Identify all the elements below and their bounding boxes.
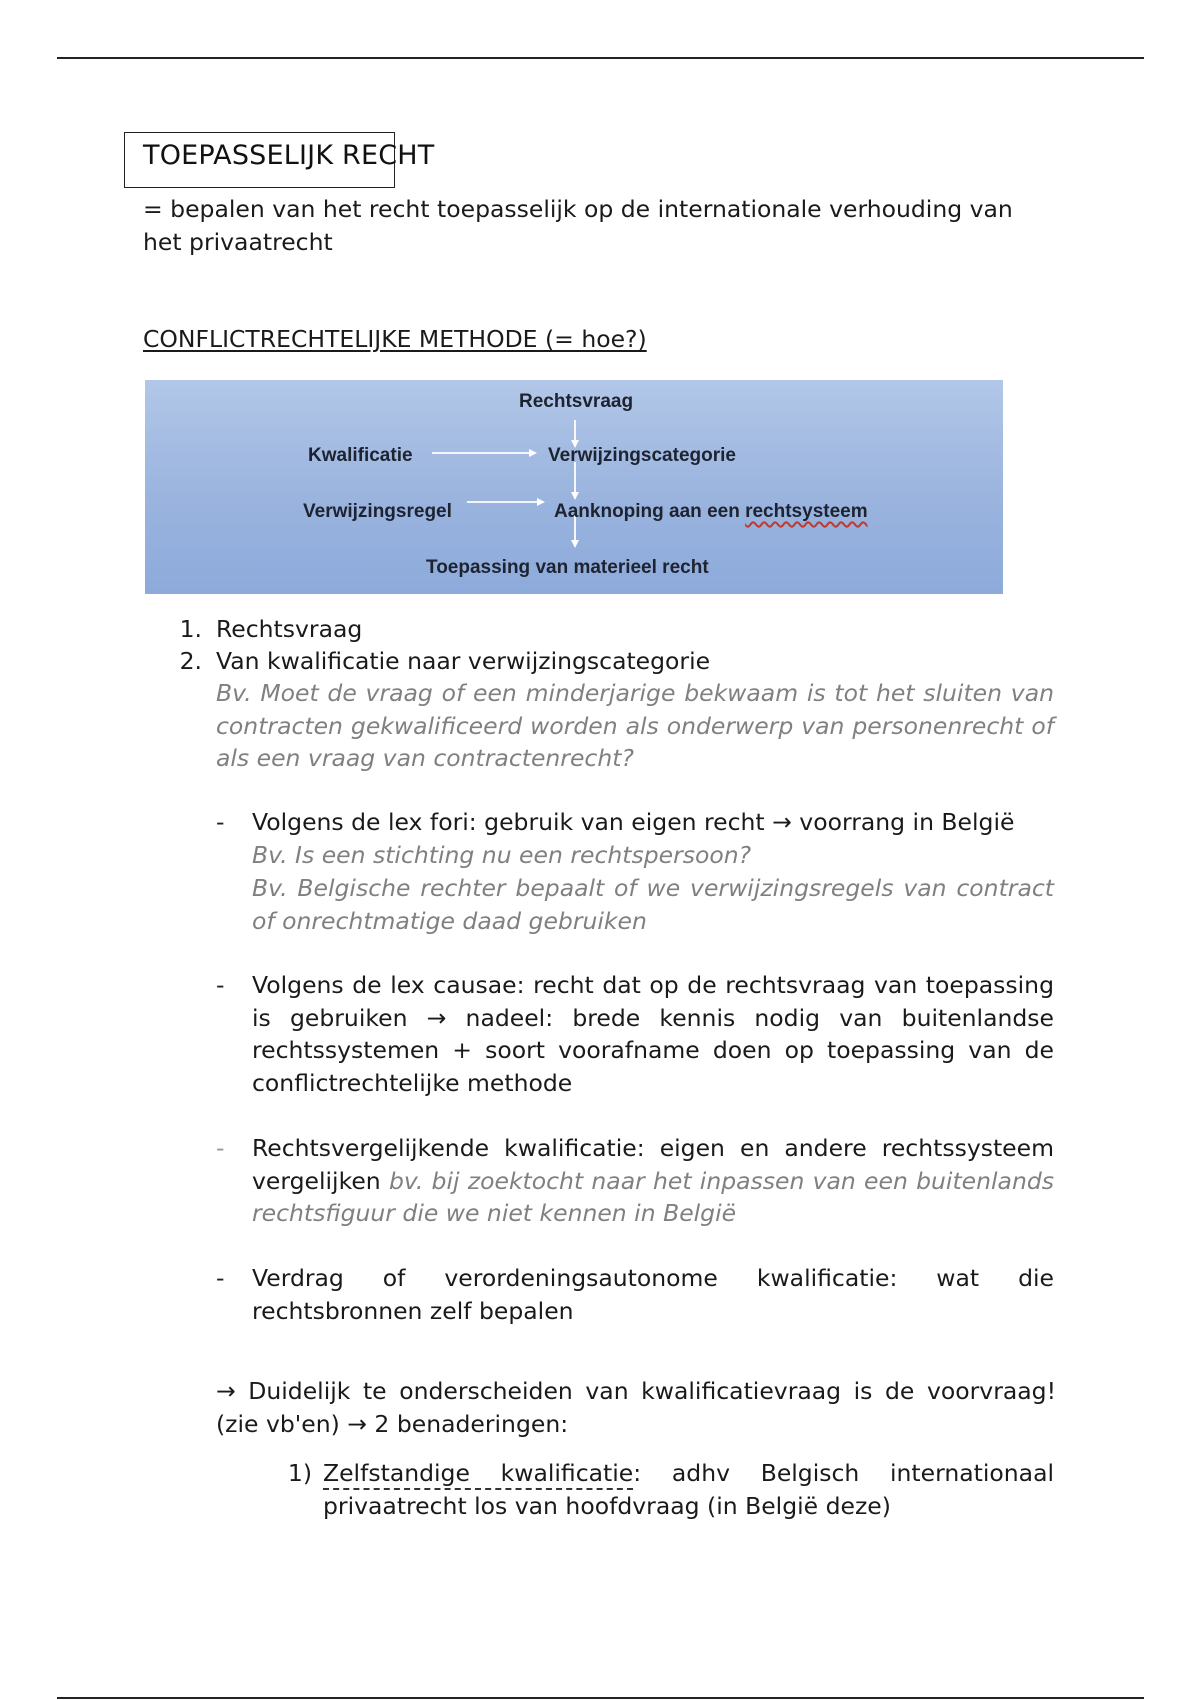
bullet-dash: - bbox=[216, 971, 225, 999]
diagram-kwalificatie: Kwalificatie bbox=[308, 445, 413, 466]
diagram-aanknoping-word: rechtsysteem bbox=[745, 501, 868, 522]
sublist-number: 1) bbox=[287, 1459, 312, 1487]
example-minderjarige: Bv. Moet de vraag of een minderjarige bekwaam is tot het sluiten van contracten gekwalificeerd worden als onderwerp van personenrecht of als een vraag van contractenrecht? bbox=[216, 679, 1054, 772]
section-heading: CONFLICTRECHTELIJKE METHODE (= hoe?) bbox=[143, 325, 647, 353]
bullet-verdrag: Verdrag of verordeningsautonome kwalificatie: wat die rechtsbronnen zelf bepalen bbox=[252, 1264, 1054, 1325]
method-diagram bbox=[145, 380, 1003, 594]
bullet-rechtsvergelijkend-text: Rechtsvergelijkende kwalificatie: eigen en andere rechtssysteem vergelijken bbox=[252, 1134, 1054, 1195]
diagram-toepassing: Toepassing van materieel recht bbox=[426, 557, 709, 578]
diagram-aanknoping bbox=[554, 501, 868, 523]
diagram-rechtsvraag: Rechtsvraag bbox=[519, 391, 634, 412]
page-title: TOEPASSELIJK RECHT bbox=[143, 140, 435, 171]
bullet-lex-fori: Volgens de lex fori: gebruik van eigen recht → voorrang in België bbox=[252, 808, 1015, 836]
diagram-aanknoping-prefix: Aanknoping aan een bbox=[554, 501, 746, 522]
example-buitenlands-rechtsfiguur: bv. bij zoektocht naar het inpassen van een buitenlands rechtsfiguur die we niet kennen in België bbox=[252, 1166, 1054, 1227]
sublist-item-zelfstandig bbox=[323, 1457, 1054, 1522]
diagram-verwijzingsregel: Verwijzingsregel bbox=[303, 501, 452, 522]
bullet-dash: - bbox=[216, 808, 225, 836]
list-number: 1. bbox=[179, 615, 202, 643]
list-number: 2. bbox=[179, 647, 202, 675]
example-stichting: Bv. Is een stichting nu een rechtspersoon? bbox=[252, 841, 752, 869]
bullet-lex-causae: Volgens de lex causae: recht dat op de rechtsvraag van toepassing is gebruiken → nadeel: brede kennis nodig van buitenlandse rechtssystemen + soort voorafname doen op toepassing van de conflictrechtelijke methode bbox=[252, 971, 1054, 1097]
header-rule bbox=[57, 57, 1144, 59]
bullet-dash: - bbox=[216, 1134, 225, 1162]
term-zelfstandige-kwalificatie: Zelfstandige kwalificatie bbox=[323, 1459, 633, 1490]
sublist-item-text: : adhv Belgisch internationaal privaatrecht los van hoofdvraag (in België deze) bbox=[323, 1459, 1054, 1520]
bullet-rechtsvergelijkend bbox=[252, 1132, 1054, 1230]
list-item-kwalificatie: Van kwalificatie naar verwijzingscategorie bbox=[216, 647, 711, 675]
list-item-rechtsvraag: Rechtsvraag bbox=[216, 615, 363, 643]
voorvraag-text: → Duidelijk te onderscheiden van kwalificatievraag is de voorvraag! (zie vb'en) → 2 benaderingen: bbox=[216, 1377, 1056, 1438]
footer-rule bbox=[57, 1697, 1144, 1699]
example-belgische-rechter: Bv. Belgische rechter bepaalt of we verwijzingsregels van contract of onrechtmatige daad gebruiken bbox=[252, 874, 1054, 935]
definition-text: = bepalen van het recht toepasselijk op de internationale verhouding van het privaatrecht bbox=[143, 195, 1013, 256]
diagram-verwijzingscategorie: Verwijzingscategorie bbox=[548, 445, 736, 466]
bullet-dash: - bbox=[216, 1264, 225, 1292]
